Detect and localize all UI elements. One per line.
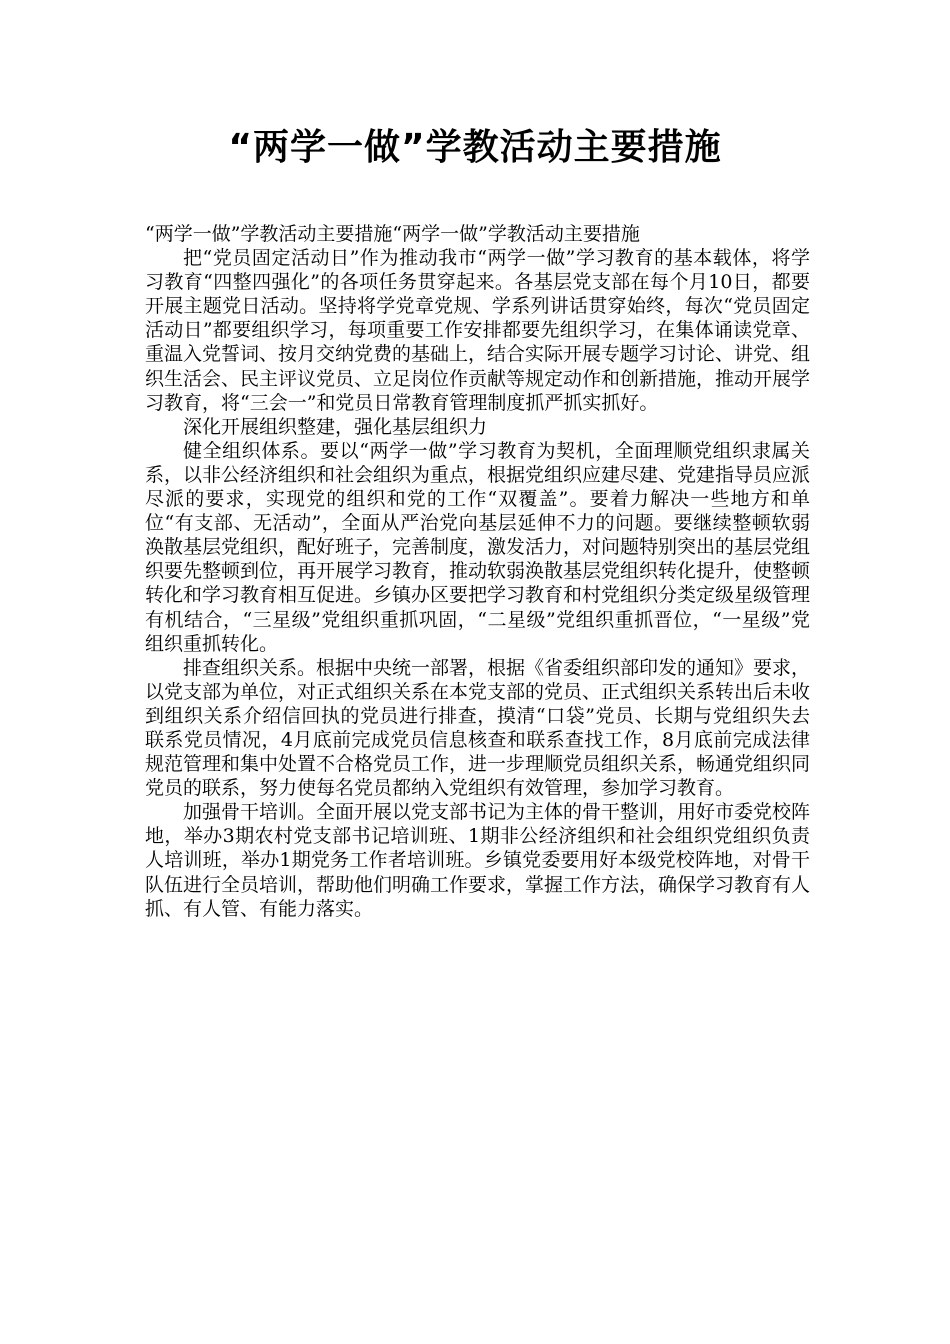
paragraph-organization-system: 健全组织体系。要以“两学一做”学习教育为契机，全面理顺党组织隶属关系，以非公经济组织和社会组织为重点，根据党组织应建尽建、党建指导员应派尽派的要求，实现党的组织和党的工作“双覆盖”。要着力解决一些地方和单位“有支部、无活动”，全面从严治党向基层延伸不力的问题。要继续整顿软弱涣散基层党组织，配好班子，完善制度，激发活力，对问题特别突出的基层党组织要先整顿到位，再开展学习教育，推动软弱涣散基层党组织转化提升，使整顿转化和学习教育相互促进。乡镇办区要把学习教育和村党组织分类定级星级管理有机结合，“三星级”党组织重抓巩固，“二星级”党组织重抓晋位，“一星级”党组织重抓转化。 — [145, 439, 811, 655]
document-body — [145, 222, 810, 921]
paragraph-organization-relations: 排查组织关系。根据中央统一部署，根据《省委组织部印发的通知》要求，以党支部为单位，对正式组织关系在本党支部的党员、正式组织关系转出后未收到组织关系介绍信回执的党员进行排查，摸清“口袋”党员、长期与党组织失去联系党员情况，4月底前完成党员信息核查和联系查找工作，8月底前完成法律规范管理和集中处置不合格党员工作，进一步理顺党员组织关系，畅通党组织同党员的联系，努力使每名党员都纳入党组织有效管理，参加学习教育。 — [145, 656, 811, 800]
paragraph-section-heading: 深化开展组织整建，强化基层组织力 — [183, 415, 488, 438]
paragraph-backbone-training: 加强骨干培训。全面开展以党支部书记为主体的骨干整训，用好市委党校阵地，举办3期农村党支部书记培训班、1期非公经济组织和社会组织党组织负责人培训班，举办1期党务工作者培训班。乡镇党委要用好本级党校阵地，对骨干队伍进行全员培训，帮助他们明确工作要求，掌握工作方法，确保学习教育有人抓、有人管、有能力落实。 — [145, 801, 811, 920]
paragraph-heading-repeat: “两学一做”学教活动主要措施“两学一做”学教活动主要措施 — [145, 223, 640, 245]
paragraph-party-day: 把“党员固定活动日”作为推动我市“两学一做”学习教育的基本载体，将学习教育“四整四强化”的各项任务贯穿起来。各基层党支部在每个月10日，都要开展主题党日活动。坚持将学党章党规、学系列讲话贯穿始终，每次“党员固定活动日”都要组织学习，每项重要工作安排都要先组织学习，在集体诵读党章、重温入党誓词、按月交纳党费的基础上，结合实际开展专题学习讨论、讲党、组织生活会、民主评议党员、立足岗位作贡献等规定动作和创新措施，推动开展学习教育，将“三会一”和党员日常教育管理制度抓严抓实抓好。 — [145, 247, 811, 414]
document-title: “两学一做”学教活动主要措施 — [228, 127, 722, 168]
